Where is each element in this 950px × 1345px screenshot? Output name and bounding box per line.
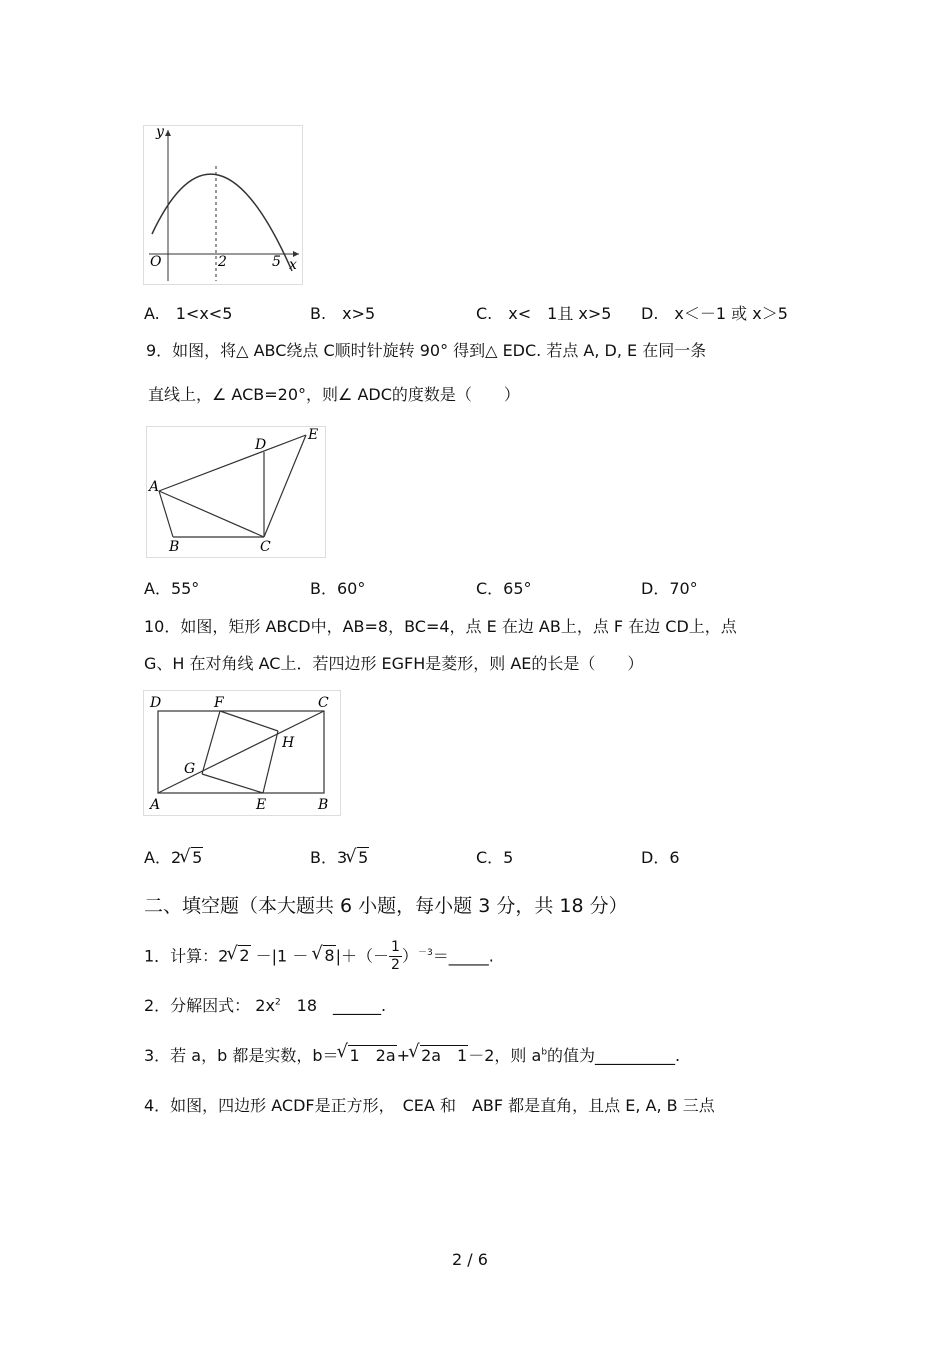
- origin-label: O: [150, 254, 162, 270]
- q9-label-b: B: [169, 539, 180, 555]
- q10-label-e: E: [256, 797, 267, 813]
- fill1-part4: ）: [401, 946, 418, 966]
- fill1-radicand1: 2: [239, 946, 250, 966]
- q10-option-a-radicand: 5: [192, 848, 203, 867]
- q10-label-b: B: [318, 797, 329, 813]
- fill1-exponent: －3: [417, 948, 433, 958]
- q9-label-d: D: [255, 437, 267, 453]
- tick-label-5: 5: [272, 254, 281, 270]
- q10-figure: [143, 690, 341, 816]
- q9-option-a: A．55°: [144, 579, 200, 598]
- q10-option-b: [310, 845, 369, 868]
- q10-label-a: A: [150, 797, 161, 813]
- q10-option-c: C．5: [476, 848, 514, 867]
- q9-label-e: E: [308, 427, 319, 443]
- q10-text-line1: 10．如图，矩形 ABCD中，AB=8，BC=4，点 E 在边 AB上，点 F 在边 CD上，点: [144, 617, 737, 636]
- q10-label-h: H: [282, 735, 295, 751]
- q8-option-c: C. x< 1且 x>5: [476, 304, 612, 323]
- fill1-part5: ＝_____.: [432, 946, 494, 966]
- y-axis-label: y: [156, 126, 164, 140]
- page-number: 2 / 6: [452, 1250, 488, 1269]
- q9-label-a: A: [149, 479, 160, 495]
- q9-figure: [146, 426, 326, 558]
- q10-option-d: D．6: [641, 848, 680, 867]
- fill-question-4: 4．如图，四边形 ACDF是正方形， CEA 和 ABF 都是直角，且点 E, A, B 三点: [144, 1096, 715, 1115]
- sqrt-symbol: [338, 1043, 396, 1066]
- q8-option-d: D. x＜－1 或 x＞5: [641, 304, 788, 323]
- q10-label-d: D: [150, 695, 162, 711]
- fill3-exponent: b: [541, 1047, 548, 1058]
- q9-label-c: C: [260, 539, 271, 555]
- q10-option-b-radicand: 5: [358, 848, 369, 867]
- q9-option-d: D．70°: [641, 579, 698, 598]
- sqrt-symbol: [410, 1043, 468, 1066]
- fill-question-2: [144, 993, 386, 1016]
- q9-option-c: C．65°: [476, 579, 532, 598]
- sqrt-symbol: [313, 935, 335, 977]
- fill3-plus: +: [396, 1046, 411, 1065]
- q10-label-c: C: [318, 695, 329, 711]
- fill3-part3: 的值为__________.: [547, 1046, 681, 1065]
- q9-option-b: B．60°: [310, 579, 366, 598]
- fill3-radicand2: 2a 1: [421, 1046, 468, 1065]
- fill2-part3: 18 ______.: [280, 996, 387, 1015]
- fill1-part2: －|1 －: [255, 946, 309, 966]
- sqrt-symbol: [347, 848, 369, 867]
- q10-option-a-prefix: A．2: [144, 848, 182, 867]
- fill3-part1: 3．若 a，b 都是实数，b＝: [144, 1046, 339, 1065]
- sqrt-symbol: [181, 848, 203, 867]
- q10-option-a: [144, 845, 203, 868]
- q8-option-a: A. 1<x<5: [144, 304, 233, 323]
- tick-label-2: 2: [218, 254, 227, 270]
- x-axis-label: x: [289, 257, 297, 273]
- section-heading: 二、填空题（本大题共 6 小题，每小题 3 分，共 18 分）: [144, 895, 628, 917]
- fill2-part1: 2．分解因式：: [144, 996, 251, 1015]
- q10-label-f: F: [214, 695, 224, 711]
- fill3-radicand1: 1 2a: [349, 1046, 396, 1065]
- fraction: [389, 939, 402, 974]
- q9-text-line2: 直线上，∠ ACB=20°，则∠ ADC的度数是（ ）: [148, 385, 520, 404]
- fill1-part1: 1．计算：2: [144, 946, 229, 966]
- q10-option-b-prefix: B．3: [310, 848, 348, 867]
- fill1-part3: |＋（－: [335, 946, 390, 966]
- q10-text-line2: G、H 在对角线 AC上．若四边形 EGFH是菱形，则 AE的长是（ ）: [144, 654, 644, 673]
- fill1-radicand2: 8: [324, 946, 335, 966]
- fill-question-3: [144, 1043, 680, 1066]
- fill3-part2: －2，则 a: [468, 1046, 542, 1065]
- fill2-exponent: 2: [274, 997, 281, 1008]
- q8-option-b: B. x>5: [310, 304, 376, 323]
- fraction-numerator: 1: [391, 939, 400, 956]
- q10-label-g: G: [184, 761, 196, 777]
- parabola-graph: [143, 125, 303, 285]
- fill-question-1: [144, 932, 494, 977]
- q9-text-line1: 9．如图，将△ ABC绕点 C顺时针旋转 90° 得到△ EDC. 若点 A, D, E 在同一条: [146, 341, 707, 360]
- fill2-part2: 2x: [255, 996, 275, 1015]
- fraction-denominator: 2: [391, 957, 400, 974]
- sqrt-symbol: [228, 935, 250, 977]
